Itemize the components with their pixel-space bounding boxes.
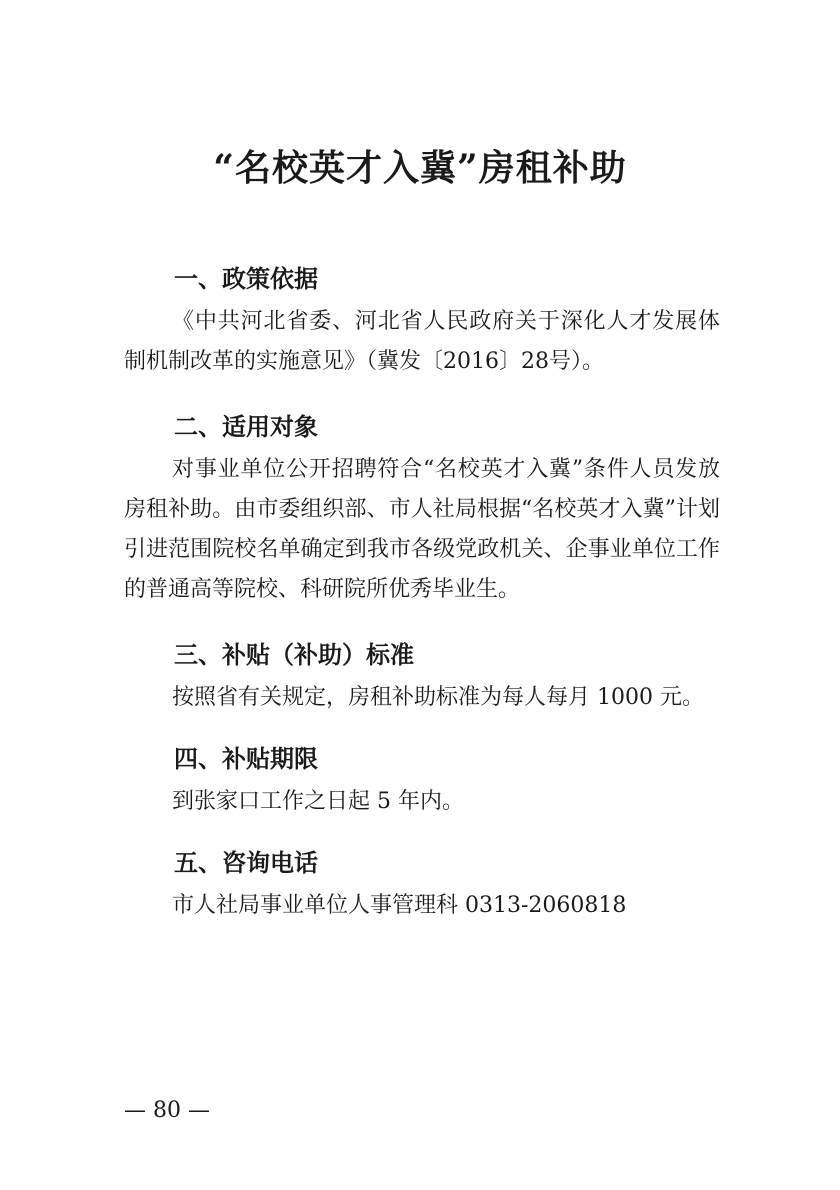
section-paragraph: 对事业单位公开招聘符合“名校英才入冀”条件人员发放房租补助。由市委组织部、市人社局根据“名校英才入冀”计划引进范围院校名单确定到我市各级党政机关、企事业单位工作的普通高等院校、科研院所优秀毕业生。 (124, 457, 720, 602)
section-paragraph: 《中共河北省委、河北省人民政府关于深化人才发展体制机制改革的实施意见》（冀发〔2016〕28号）。 (124, 309, 720, 374)
section-heading: 二、适用对象 (174, 413, 318, 441)
section-heading: 四、补贴期限 (174, 745, 318, 773)
section-heading: 一、政策依据 (174, 265, 318, 293)
section-heading: 三、补贴（补助）标准 (174, 641, 414, 669)
section-subsidy-standard (124, 632, 720, 718)
section-applicable-targets (124, 404, 720, 610)
page-number: — 80 — (124, 1098, 210, 1123)
section-subsidy-period (124, 736, 720, 822)
section-heading: 五、咨询电话 (174, 849, 318, 877)
section-contact-phone (124, 840, 720, 926)
section-paragraph: 市人社局事业单位人事管理科 0313-2060818 (172, 893, 627, 918)
section-paragraph: 按照省有关规定，房租补助标准为每人每月 1000 元。 (172, 685, 704, 710)
document-body (124, 256, 720, 944)
section-policy-basis (124, 256, 720, 382)
section-paragraph: 到张家口工作之日起 5 年内。 (172, 789, 464, 814)
document-title: “名校英才入冀”房租补助 (213, 147, 627, 189)
